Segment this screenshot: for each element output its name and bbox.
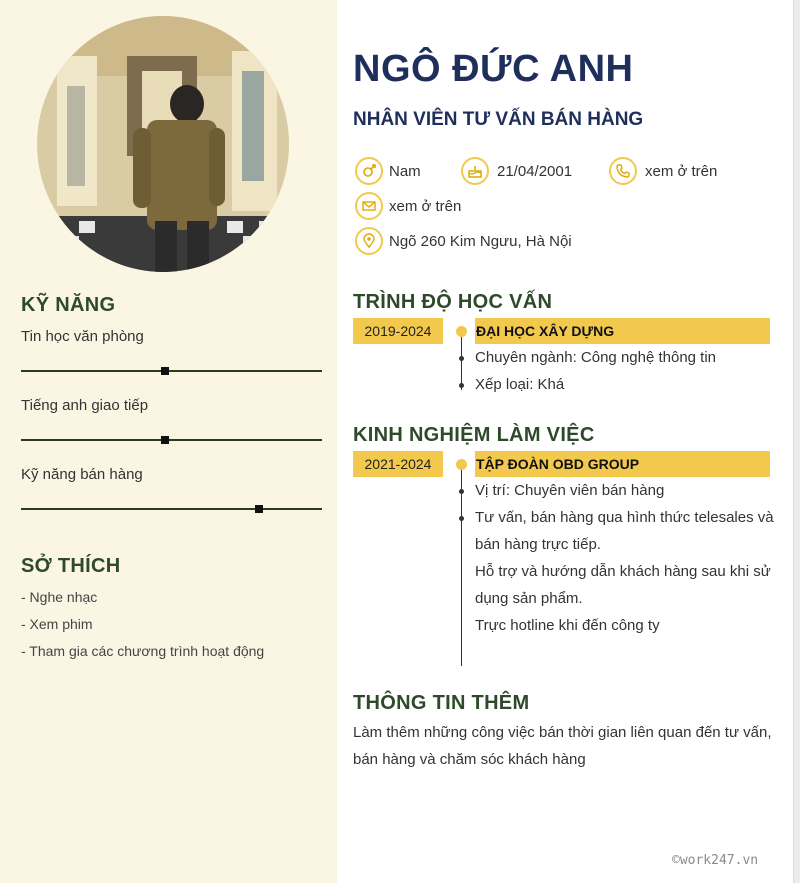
skill-level-marker	[255, 505, 263, 513]
experience-line: Trực hotline khi đến công ty	[475, 617, 660, 634]
birthday-cake-icon	[461, 157, 489, 185]
skill-bar	[21, 370, 322, 372]
education-period: 2019-2024	[353, 318, 443, 344]
job-title: NHÂN VIÊN TƯ VẤN BÁN HÀNG	[353, 109, 644, 130]
skill-sales	[21, 466, 322, 483]
birthday-value: 21/04/2001	[497, 162, 573, 180]
gender-info	[355, 157, 421, 185]
experience-line: dụng sản phẩm.	[475, 590, 583, 607]
experience-line: Vị trí: Chuyên viên bán hàng	[475, 482, 665, 499]
skill-level-marker	[161, 436, 169, 444]
map-pin-icon	[355, 227, 383, 255]
skill-bar	[21, 439, 322, 441]
address-value: Ngõ 260 Kim Ngưu, Hà Nội	[389, 232, 572, 250]
skill-label: Tiếng anh giao tiếp	[21, 397, 149, 414]
gender-icon	[355, 157, 383, 185]
education-detail: Xếp loại: Khá	[475, 376, 565, 393]
phone-icon	[609, 157, 637, 185]
email-info	[355, 192, 461, 220]
email-value: xem ở trên	[389, 197, 462, 215]
hobby-item: - Nghe nhạc	[21, 589, 98, 605]
skill-level-marker	[161, 367, 169, 375]
timeline-dot	[456, 459, 467, 470]
skill-office	[21, 328, 322, 345]
timeline-dot	[459, 356, 464, 361]
sidebar	[0, 0, 337, 883]
experience-line: bán hàng trực tiếp.	[475, 536, 601, 553]
skills-title: KỸ NĂNG	[21, 294, 116, 316]
hobby-item: - Tham gia các chương trình hoạt động	[21, 643, 265, 659]
hobbies-title: SỞ THÍCH	[21, 555, 121, 577]
timeline-dot	[459, 516, 464, 521]
timeline-dot	[456, 326, 467, 337]
phone-value: xem ở trên	[645, 162, 718, 180]
experience-line: Tư vấn, bán hàng qua hình thức telesales và	[475, 509, 774, 526]
experience-title: KINH NGHIỆM LÀM VIỆC	[353, 424, 595, 446]
education-title: TRÌNH ĐỘ HỌC VẤN	[353, 291, 553, 313]
phone-info	[609, 157, 717, 185]
email-icon	[355, 192, 383, 220]
skill-label: Kỹ năng bán hàng	[21, 466, 143, 483]
timeline-dot	[459, 383, 464, 388]
extra-info-text: Làm thêm những công việc bán thời gian liên quan đến tư vấn, bán hàng và chăm sóc khách hàng	[353, 724, 772, 768]
address-info	[355, 227, 572, 255]
candidate-name: NGÔ ĐỨC ANH	[353, 48, 634, 90]
skill-english	[21, 397, 322, 414]
experience-line: Hỗ trợ và hướng dẫn khách hàng sau khi sử	[475, 563, 771, 580]
timeline-dot	[459, 489, 464, 494]
avatar	[37, 16, 289, 272]
experience-period: 2021-2024	[353, 451, 443, 477]
watermark: ©work247.vn	[672, 853, 759, 868]
gender-value: Nam	[389, 162, 421, 180]
skill-label: Tin học văn phòng	[21, 328, 144, 345]
experience-company: TẬP ĐOÀN OBD GROUP	[475, 451, 770, 477]
education-detail: Chuyên ngành: Công nghệ thông tin	[475, 349, 717, 366]
birthday-info	[461, 157, 572, 185]
extra-info-title: THÔNG TIN THÊM	[353, 692, 530, 714]
skill-bar	[21, 508, 322, 510]
education-school: ĐẠI HỌC XÂY DỰNG	[475, 318, 770, 344]
hobby-item: - Xem phim	[21, 616, 93, 632]
